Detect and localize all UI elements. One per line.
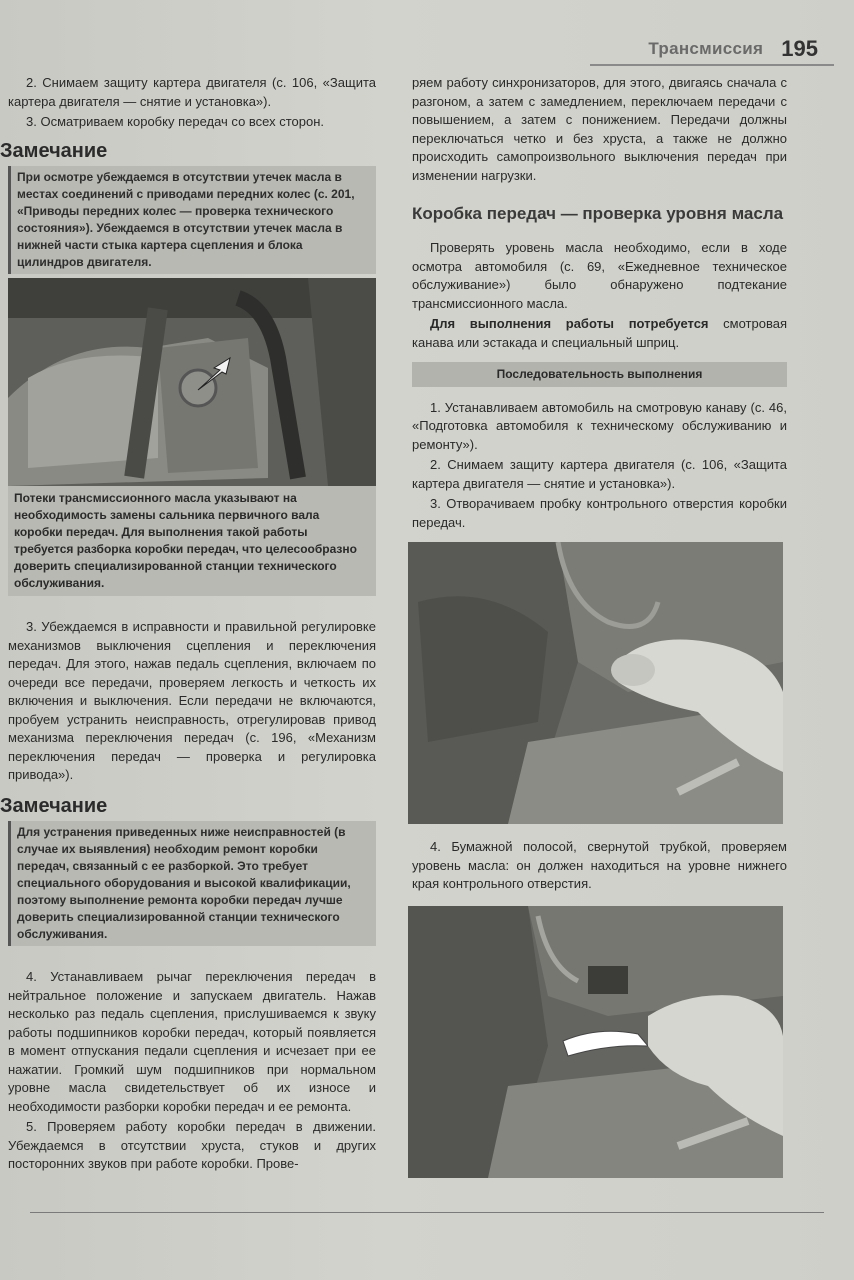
photo-unscrew-plug bbox=[408, 542, 783, 824]
plug-photo-illustration bbox=[408, 542, 783, 824]
photo-caption: Потеки трансмиссионного масла указывают на необходимость замены сальника первичного вала коробки передач. Для выполнения такой работы требуется разборка коробки передач, что целесообразно доверить специализированной станции технического обслуживания. bbox=[8, 486, 376, 596]
continued-paragraph: ряем работу синхронизаторов, для этого, двигаясь сначала с разгоном, а затем с замедлением, переключаем передачи с повышением, а затем с понижением. Передачи должны переключаться четко и без хруста, а также не должно происходить самопроизвольного выключения передач при изменении нагрузки. bbox=[412, 75, 787, 183]
note-box bbox=[8, 166, 376, 274]
step-paragraph: 2. Снимаем защиту картера двигателя (с. 106, «Защита картера двигателя — снятие и установка»). bbox=[8, 75, 376, 109]
step-paragraph: 5. Проверяем работу коробки передач в движении. Убеждаемся в отсутствии хруста, стуков и других посторонних звуков при работе коробки. Прове- bbox=[8, 1119, 376, 1171]
photo-check-oil-level bbox=[408, 906, 783, 1178]
right-column bbox=[412, 74, 787, 1178]
requirements-label: Для выполнения работы потребуется bbox=[430, 316, 709, 331]
oil-level-photo-illustration bbox=[408, 906, 783, 1178]
step-paragraph: 4. Устанавливаем рычаг переключения передач в нейтральное положение и запускаем двигатель. Нажав несколько раз педаль сцепления, прислушиваемся к звуку работы подшипников коробки передач, который появляется в момент отпускания педали сцепления и исчезает при ее нажатии. Громкий шум подшипников при нормальном уровне масла свидетельствует об их износе и необходимости разборки коробки передач и ее ремонта. bbox=[8, 969, 376, 1114]
note-box bbox=[8, 821, 376, 946]
note-heading: Замечание bbox=[0, 139, 108, 162]
step-paragraph: 4. Бумажной полосой, свернутой трубкой, проверяем уровень масла: он должен находиться на уровне нижнего края контрольного отверстия. bbox=[412, 839, 787, 891]
note-heading: Замечание bbox=[0, 794, 108, 817]
photo-gearbox-leak bbox=[8, 278, 376, 486]
step-paragraph: 3. Осматриваем коробку передач со всех сторон. bbox=[26, 114, 325, 129]
sequence-title-bar: Последовательность выполнения bbox=[412, 362, 787, 387]
step-paragraph: 3. Убеждаемся в исправности и правильной регулировке механизмов выключения сцепления и переключения передач. Для этого, нажав педаль сцепления, включаем по очереди все передачи, проверяем легкость и четкость их включения и выключения. Если передачи не включаются, пробуем устранить неисправность, отрегулировав привод механизма переключения передач (с. 196, «Механизм переключения передач — проверка и регулировка привода»). bbox=[8, 619, 376, 782]
left-column bbox=[0, 74, 376, 1176]
intro-paragraph: Проверять уровень масла необходимо, если в ходе осмотра автомобиля (с. 69, «Ежедневное техническое обслуживание») было обнаружено подтекание трансмиссионного масла. bbox=[412, 240, 787, 311]
step-paragraph: 2. Снимаем защиту картера двигателя (с. 106, «Защита картера двигателя — снятие и установка»). bbox=[412, 457, 787, 491]
bottom-rule bbox=[30, 1212, 824, 1213]
requirements-text: смотровая канава или эстакада и специальный шприц. bbox=[412, 316, 787, 350]
gearbox-photo-illustration bbox=[8, 278, 376, 486]
section-title: Трансмиссия bbox=[648, 39, 764, 58]
note-text: Для устранения приведенных ниже неисправностей (в случае их выявления) необходим ремонт коробки передач, связанный с ее разборкой. Это требует специального оборудования и высокой квалификации, поэтому выполнение ремонта коробки передач лучше доверить специализированной станции технического обслуживания. bbox=[17, 825, 351, 941]
step-paragraph: 3. Отворачиваем пробку контрольного отверстия коробки передач. bbox=[412, 496, 787, 530]
page-number: 195 bbox=[781, 36, 818, 61]
note-text: При осмотре убеждаемся в отсутствии утечек масла в местах соединений с приводами передних колес (с. 201, «Приводы передних колес — проверка технического состояния»). Убеждаемся в отсутствии утечек масла в нижней части стыка картера сцепления и блока цилиндров двигателя. bbox=[17, 170, 355, 269]
requirements-paragraph bbox=[412, 315, 787, 352]
header-rule bbox=[590, 64, 834, 66]
step-paragraph: 1. Устанавливаем автомобиль на смотровую канаву (с. 46, «Подготовка автомобиля к техническому обслуживанию и ремонту»). bbox=[412, 399, 787, 452]
running-header bbox=[648, 34, 818, 64]
section-heading: Коробка передач — проверка уровня масла bbox=[412, 204, 784, 223]
